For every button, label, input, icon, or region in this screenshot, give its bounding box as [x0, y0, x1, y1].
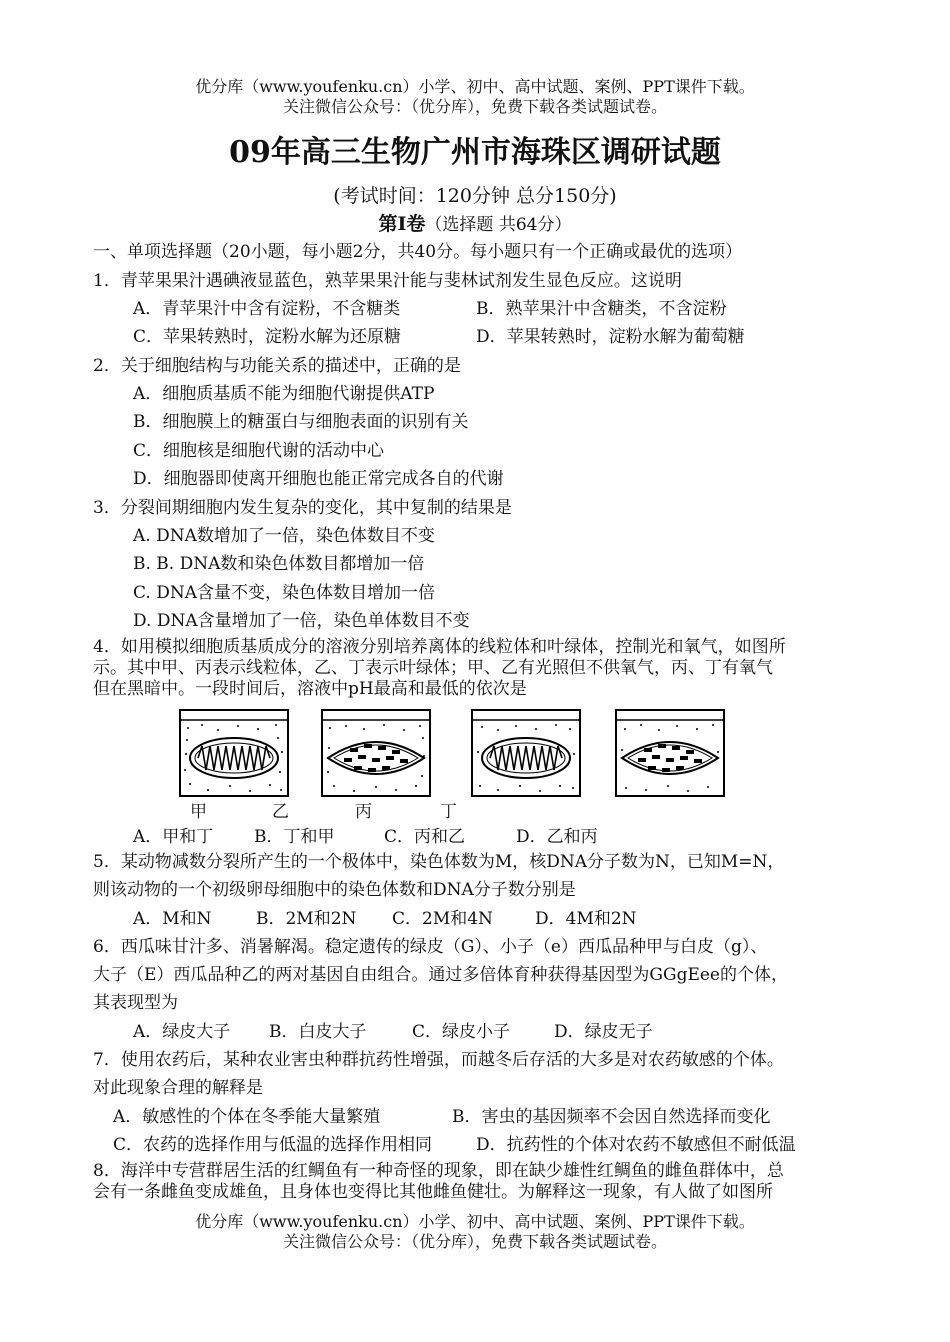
header-line-1: 优分库（www.youfenku.cn）小学、初中、高中试题、案例、PPT课件下载。: [195, 77, 755, 96]
q6-line-1: 6．西瓜味甘汁多、消暑解渴。稳定遗传的绿皮（G）、小子（e）西瓜品种甲与白皮（g）、: [93, 937, 768, 957]
q3-option-c: C. DNA含量不变，染色体数目增加一倍: [133, 583, 435, 603]
q4-option-a: A．甲和丁: [133, 827, 214, 847]
q7-option-a: A．敏感性的个体在冬季能大量繁殖: [113, 1107, 381, 1127]
q4-option-d: D．乙和丙: [516, 827, 598, 847]
q8-line-1: 8．海洋中专营群居生活的红鲷鱼有一种奇怪的现象，即在缺少雄性红鲷鱼的雌鱼群体中，总: [93, 1161, 784, 1181]
header-line-2: 关注微信公众号：（优分库），免费下载各类试题试卷。: [282, 97, 667, 116]
q2-option-d: D．细胞器即使离开细胞也能正常完成各自的代谢: [133, 469, 504, 489]
footer-line-1: 优分库（www.youfenku.cn）小学、初中、高中试题、案例、PPT课件下载。: [195, 1212, 755, 1231]
beaker-mitochondrion-2: [470, 708, 582, 800]
q1-option-b: B．熟苹果汁中含糖类，不含淀粉: [476, 299, 727, 319]
q3-stem: 3．分裂间期细胞内发生复杂的变化，其中复制的结果是: [93, 498, 512, 518]
q4-line-1: 4．如用模拟细胞质基质成分的溶液分别培养离体的线粒体和叶绿体，控制光和氧气，如图所: [93, 637, 786, 657]
q1-option-a: A．青苹果汁中含有淀粉，不含糖类: [133, 299, 401, 319]
q2-option-b: B．细胞膜上的糖蛋白与细胞表面的识别有关: [133, 412, 469, 432]
q7-line-1: 7．使用农药后，某种农业害虫种群抗药性增强，而越冬后存活的大多是对农药敏感的个体。: [93, 1050, 784, 1070]
figure-label-jia: 甲: [190, 802, 207, 822]
q4-line-2: 示。其中甲、丙表示线粒体，乙、丁表示叶绿体；甲、乙有光照但不供氧气，丙、丁有氧气: [93, 658, 773, 678]
beaker-mitochondrion-1: [178, 708, 290, 800]
volume-heading: [0, 211, 950, 238]
q5-line-2: 则该动物的一个初级卵母细胞中的染色体数和DNA分子数分别是: [93, 880, 576, 900]
organelle-figure: [178, 708, 718, 804]
page-title: 09年高三生物广州市海珠区调研试题: [229, 135, 721, 170]
q5-option-d: D．4M和2N: [535, 909, 637, 929]
q6-option-b: B．白皮大子: [269, 1022, 367, 1042]
q7-option-b: B．害虫的基因频率不会因自然选择而变化: [452, 1107, 771, 1127]
q2-stem: 2．关于细胞结构与功能关系的描述中，正确的是: [93, 356, 461, 376]
q6-line-3: 其表现型为: [93, 993, 178, 1013]
figure-label-ding: 丁: [440, 802, 457, 822]
section-heading: 一、单项选择题（20小题，每小题2分，共40分。每小题只有一个正确或最优的选项）: [93, 242, 743, 262]
q7-line-2: 对此现象合理的解释是: [93, 1078, 263, 1098]
figure-label-yi: 乙: [272, 802, 289, 822]
exam-info: (考试时间：120分钟 总分150分): [333, 185, 617, 207]
q4-option-b: B．丁和甲: [254, 827, 335, 847]
q2-option-a: A．细胞质基质不能为细胞代谢提供ATP: [133, 384, 435, 404]
q6-option-a: A．绿皮大子: [133, 1022, 231, 1042]
q6-option-c: C．绿皮小子: [412, 1022, 511, 1042]
q5-line-1: 5．某动物减数分裂所产生的一个极体中，染色体数为M，核DNA分子数为N，已知M=N，: [93, 852, 785, 872]
figure-label-bing: 丙: [355, 802, 372, 822]
q1-option-d: D．苹果转熟时，淀粉水解为葡萄糖: [476, 327, 745, 347]
q4-line-3: 但在黑暗中。一段时间后，溶液中pH最高和最低的依次是: [93, 679, 527, 699]
q3-option-b: B. B. DNA数和染色体数目都增加一倍: [133, 554, 425, 574]
q6-option-d: D．绿皮无子: [554, 1022, 653, 1042]
q7-option-c: C．农药的选择作用与低温的选择作用相同: [113, 1135, 433, 1155]
beaker-chloroplast-2: [614, 708, 726, 800]
q7-option-d: D．抗药性的个体对农药不敏感但不耐低温: [476, 1135, 796, 1155]
volume-main: 第I卷: [378, 213, 426, 235]
q2-option-c: C．细胞核是细胞代谢的活动中心: [133, 441, 385, 461]
q1-option-c: C．苹果转熟时，淀粉水解为还原糖: [133, 327, 402, 347]
footer-line-2: 关注微信公众号：（优分库），免费下载各类试题试卷。: [282, 1232, 667, 1251]
q3-option-a: A. DNA数增加了一倍，染色体数目不变: [133, 526, 435, 546]
q8-line-2: 会有一条雌鱼变成雄鱼，且身体也变得比其他雌鱼健壮。为解释这一现象，有人做了如图所: [93, 1182, 773, 1202]
q1-stem: 1．青苹果果汁遇碘液显蓝色，熟苹果果汁能与斐林试剂发生显色反应。这说明: [93, 271, 682, 291]
q5-option-c: C．2M和4N: [392, 909, 493, 929]
q3-option-d: D. DNA含量增加了一倍，染色单体数目不变: [133, 611, 470, 631]
q6-line-2: 大子（E）西瓜品种乙的两对基因自由组合。通过多倍体育种获得基因型为GGgEee的个体，: [93, 965, 788, 985]
q4-option-c: C．丙和乙: [384, 827, 466, 847]
q5-option-a: A．M和N: [133, 909, 212, 929]
beaker-chloroplast-1: [320, 708, 432, 800]
q5-option-b: B．2M和2N: [256, 909, 357, 929]
volume-note: （选择题 共64分）: [425, 215, 572, 235]
